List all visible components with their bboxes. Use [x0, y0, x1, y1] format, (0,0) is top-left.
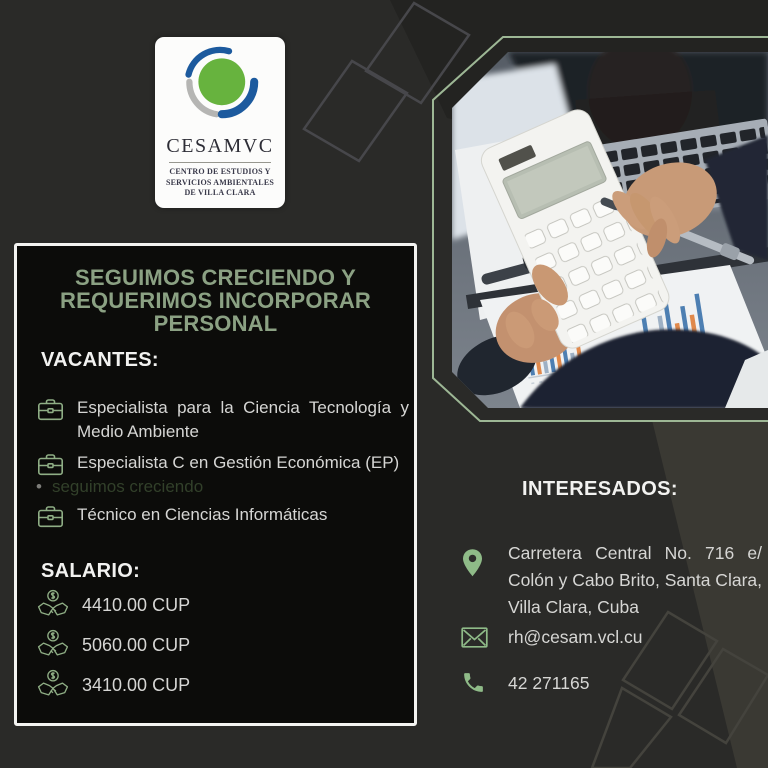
logo-org-line: CENTRO DE ESTUDIOS Y: [169, 167, 271, 176]
briefcase-icon: [37, 397, 64, 422]
salary-item: [36, 628, 190, 663]
vacancy-label: Técnico en Ciencias Informáticas: [77, 505, 328, 524]
office-photo: [425, 30, 768, 430]
envelope-icon: [461, 627, 488, 648]
logo-org-line: SERVICIOS AMBIENTALES: [165, 177, 275, 187]
logo-divider: [169, 162, 271, 163]
vacancies-label: VACANTES:: [41, 349, 159, 371]
vacancy-item: [37, 451, 409, 477]
watermark-bullet: •: [36, 477, 42, 496]
logo-org-line: DE VILLA CLARA: [184, 188, 256, 197]
location-pin-icon: [461, 548, 484, 578]
briefcase-icon: [37, 504, 64, 529]
logo-card: [155, 37, 285, 208]
vacancy-panel: [14, 243, 417, 726]
contact-heading: INTERESADOS:: [522, 478, 678, 500]
salary-amount: 3410.00 CUP: [82, 675, 191, 695]
email-text: rh@cesam.vcl.cu: [508, 627, 643, 647]
phone-text: 42 271165: [508, 673, 590, 693]
email-row: [438, 624, 762, 651]
handshake-money-icon: [36, 668, 70, 703]
handshake-money-icon: [36, 588, 70, 623]
watermark-text: seguimos creciendo: [51, 477, 204, 496]
phone-row: [438, 670, 762, 697]
salary-label-heading: SALARIO:: [41, 560, 141, 582]
cesamvc-logo-icon: [175, 44, 265, 134]
vacancy-item: [37, 396, 409, 444]
vacancy-label: Especialista para la Ciencia Tecnología y Medio Ambiente: [77, 398, 409, 441]
briefcase-icon: [37, 452, 64, 477]
phone-icon: [461, 670, 486, 695]
address-row: [438, 540, 762, 621]
address-text: Carretera Central No. 716 e/ Colón y Cabo Brito, Santa Clara, Villa Clara, Cuba: [508, 543, 762, 617]
panel-heading: SEGUIMOS CRECIENDO Y REQUERIMOS INCORPORAR PERSONAL: [60, 265, 371, 336]
contact-section: [438, 478, 762, 738]
salary-item: [36, 668, 190, 703]
vacancy-label: Especialista C en Gestión Económica (EP): [77, 453, 400, 472]
logo-acronym: CESAMVC: [166, 135, 274, 157]
salary-amount: 5060.00 CUP: [82, 635, 191, 655]
vacancy-item: [37, 503, 409, 529]
handshake-money-icon: [36, 628, 70, 663]
salary-amount: 4410.00 CUP: [82, 595, 191, 615]
watermark-note: [36, 477, 203, 497]
salary-item: [36, 588, 190, 623]
